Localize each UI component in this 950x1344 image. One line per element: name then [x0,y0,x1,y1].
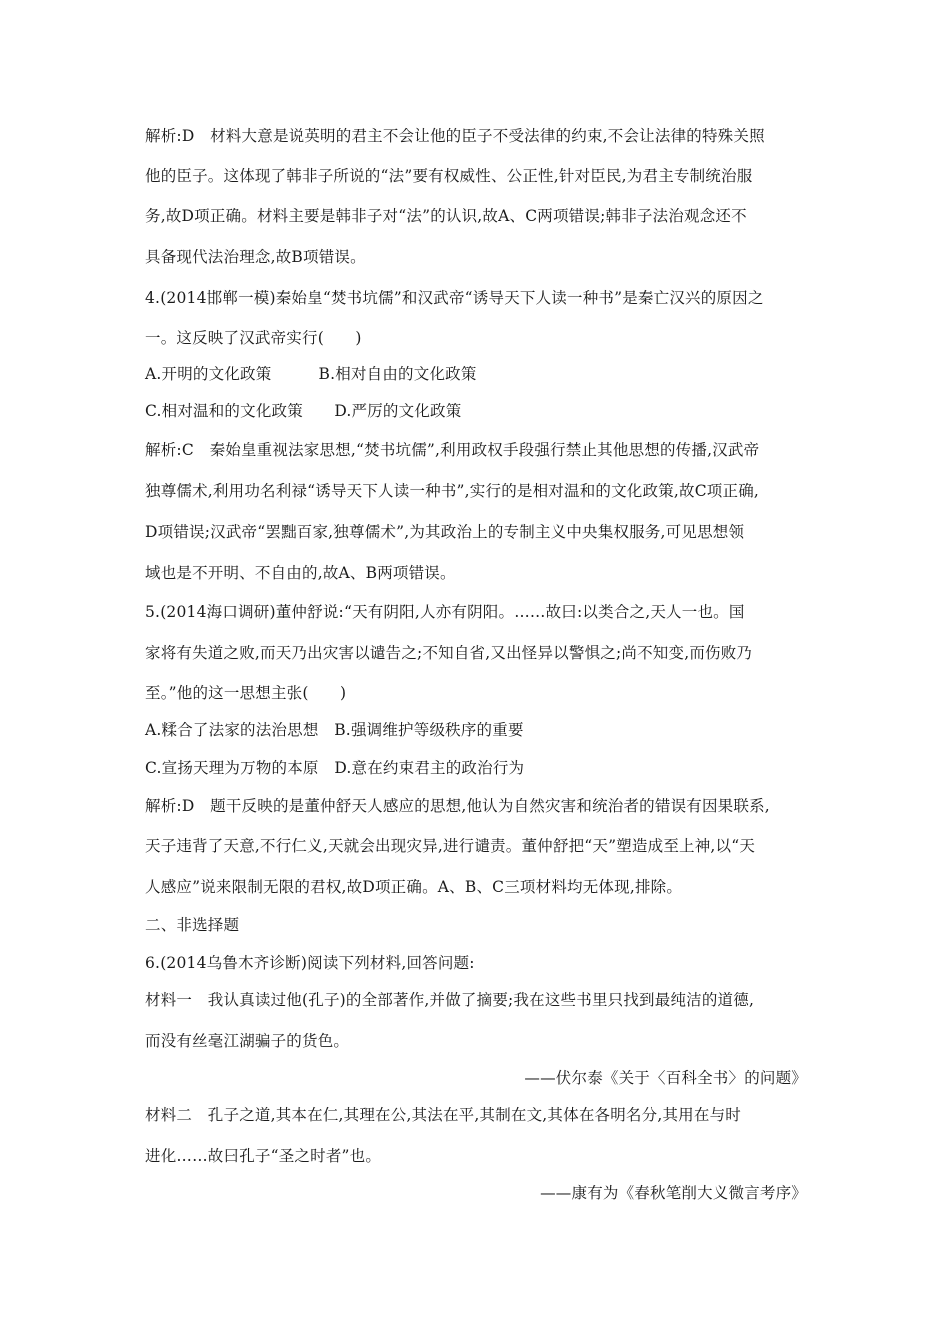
q3-analysis-line-1: 解析:D 材料大意是说英明的君主不会让他的臣子不受法律的约束,不会让法律的特殊关照 [145,127,765,145]
q6-stem: 6.(2014乌鲁木齐诊断)阅读下列材料,回答问题: [145,954,475,972]
q5-analysis-line-1: 解析:D 题干反映的是董仲舒天人感应的思想,他认为自然灾害和统治者的错误有因果联系, [145,797,770,815]
q6-material2-source: ——康有为《春秋笔削大义微言考序》 [540,1184,807,1202]
q5-analysis-line-2: 天子违背了天意,不行仁义,天就会出现灾异,进行谴责。董仲舒把“天”塑造成至上神,以“天 [145,837,756,855]
q4-analysis-line-2: 独尊儒术,利用功名利禄“诱导天下人读一种书”,实行的是相对温和的文化政策,故C项正确, [145,482,760,500]
q6-material2-line-1: 材料二 孔子之道,其本在仁,其理在公,其法在平,其制在文,其体在各明名分,其用在与时 [145,1106,741,1124]
q6-material1-line-1: 材料一 我认真读过他(孔子)的全部著作,并做了摘要;我在这些书里只找到最纯洁的道德, [145,991,755,1009]
q4-stem-line-2: 一。这反映了汉武帝实行( ) [145,329,362,347]
q4-analysis-line-3: D项错误;汉武帝“罢黜百家,独尊儒术”,为其政治上的专制主义中央集权服务,可见思想领 [145,523,745,541]
q4-options-row-2: C.相对温和的文化政策 D.严厉的文化政策 [145,402,462,420]
q5-stem-line-3: 至。”他的这一思想主张( ) [145,684,347,702]
section-heading: 二、非选择题 [145,916,240,934]
q6-material2-line-2: 进化……故曰孔子“圣之时者”也。 [145,1147,382,1165]
q5-stem-line-1: 5.(2014海口调研)董仲舒说:“天有阴阳,人亦有阴阳。……故曰:以类合之,天人一也。国 [145,603,745,621]
q5-options-row-2: C.宣扬天理为万物的本原 D.意在约束君主的政治行为 [145,759,525,777]
q4-analysis-line-1: 解析:C 秦始皇重视法家思想,“焚书坑儒”,利用政权手段强行禁止其他思想的传播,汉武帝 [145,441,760,459]
q4-options-row-1: A.开明的文化政策 B.相对自由的文化政策 [145,365,477,383]
q3-analysis-line-4: 具备现代法治理念,故B项错误。 [145,248,366,266]
q5-stem-line-2: 家将有失道之败,而天乃出灾害以谴告之;不知自省,又出怪异以警惧之;尚不知变,而伤败乃 [145,644,753,662]
q3-analysis-line-2: 他的臣子。这体现了韩非子所说的“法”要有权威性、公正性,针对臣民,为君主专制统治服 [145,167,753,185]
q4-analysis-line-4: 域也是不开明、不自由的,故A、B两项错误。 [145,564,456,582]
q4-stem-line-1: 4.(2014邯郸一模)秦始皇“焚书坑儒”和汉武帝“诱导天下人读一种书”是秦亡汉兴的原因之 [145,289,764,307]
q6-material1-source: ——伏尔泰《关于〈百科全书〉的问题》 [524,1069,807,1087]
q5-options-row-1: A.糅合了法家的法治思想 B.强调维护等级秩序的重要 [145,721,524,739]
q5-analysis-line-3: 人感应”说来限制无限的君权,故D项正确。A、B、C三项材料均无体现,排除。 [145,878,683,896]
q6-material1-line-2: 而没有丝毫江湖骗子的货色。 [145,1032,350,1050]
q3-analysis-line-3: 务,故D项正确。材料主要是韩非子对“法”的认识,故A、C两项错误;韩非子法治观念还不 [145,207,747,225]
